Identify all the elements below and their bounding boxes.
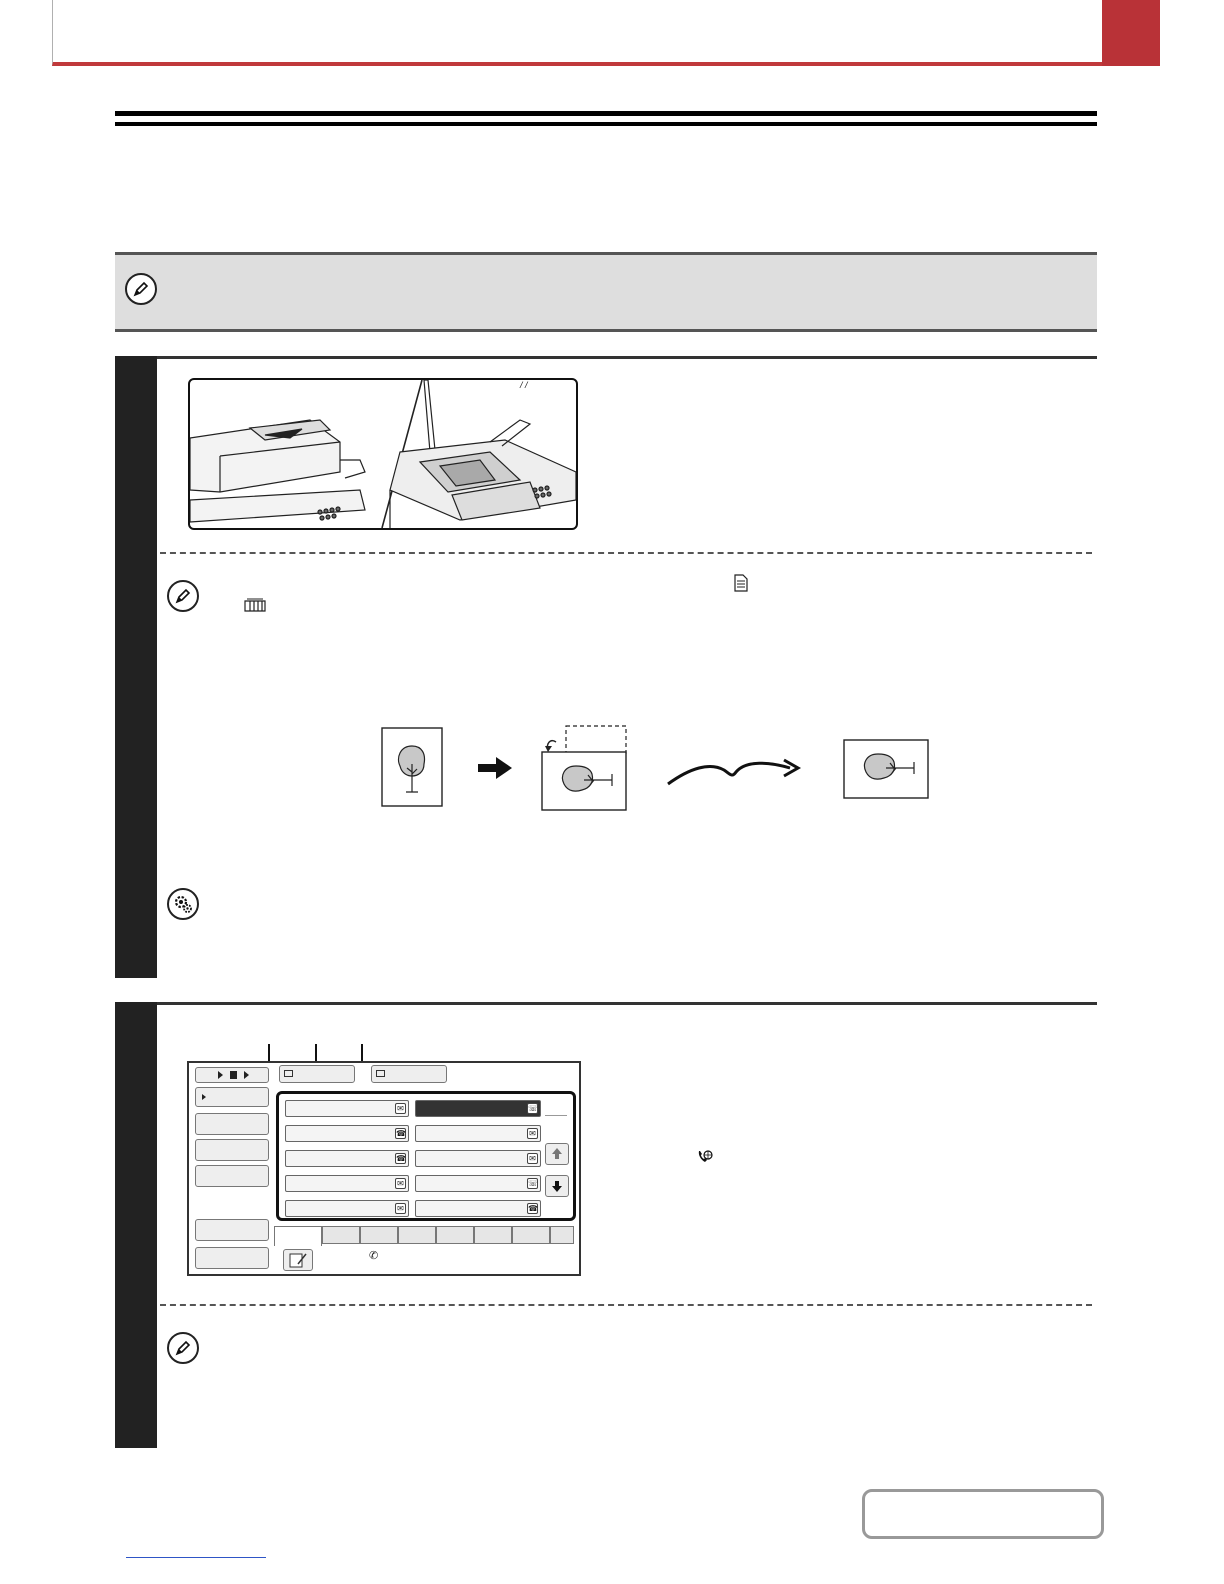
envelope-icon: ✉ [395, 1203, 406, 1214]
footer-link-underline[interactable] [126, 1557, 266, 1558]
address-entry[interactable] [285, 1150, 409, 1167]
index-tab[interactable] [512, 1226, 550, 1244]
system-settings-gear-icon [167, 888, 199, 920]
step-1-bar [115, 356, 157, 978]
address-entry[interactable] [415, 1175, 541, 1192]
address-entry-selected[interactable] [415, 1100, 541, 1117]
thick-arrow-right-icon [478, 757, 512, 779]
address-book-mode-button[interactable] [195, 1087, 269, 1107]
copier-illustration [188, 378, 578, 530]
address-entry[interactable] [285, 1200, 409, 1217]
pencil-note-icon [167, 1332, 199, 1364]
page-header [52, 0, 1160, 66]
side-button-4[interactable] [195, 1165, 269, 1187]
envelope-icon: ✉ [527, 1153, 538, 1164]
fax-tab-button[interactable] [371, 1065, 447, 1083]
index-tab[interactable] [474, 1226, 512, 1244]
arrow-up-icon [546, 1144, 568, 1164]
pencil-note-icon [167, 580, 199, 612]
envelope-icon [284, 1070, 293, 1077]
phone-globe-icon: ☏ [528, 1179, 539, 1188]
index-tab[interactable] [360, 1226, 398, 1244]
list-icon [376, 1070, 385, 1077]
step-1-top-rule [157, 356, 1097, 359]
rotated-tree-page-icon [542, 726, 626, 810]
email-tab-button[interactable] [279, 1065, 355, 1083]
address-entry[interactable] [415, 1200, 541, 1217]
arrow-down-icon [546, 1176, 568, 1196]
envelope-icon: ✉ [395, 1178, 406, 1189]
address-grid [276, 1091, 576, 1221]
note-box [115, 252, 1097, 332]
side-button-2[interactable] [195, 1113, 269, 1135]
address-entry[interactable] [415, 1125, 541, 1142]
received-landscape-tree-page-icon [844, 740, 928, 798]
phone-icon: ☎ [396, 1154, 406, 1163]
title-rule-bottom [115, 122, 1097, 126]
step-1-divider [160, 552, 1092, 554]
address-entry[interactable] [285, 1100, 409, 1117]
rotation-diagram [380, 724, 940, 814]
phone-globe-icon: ☏ [528, 1104, 539, 1113]
index-tab[interactable] [436, 1226, 474, 1244]
edit-button[interactable] [283, 1249, 313, 1271]
playback-button[interactable] [195, 1067, 269, 1083]
index-tab[interactable] [550, 1226, 574, 1244]
step-2-bar [115, 1002, 157, 1448]
phone-globe-icon [696, 1148, 714, 1166]
index-tab[interactable] [322, 1226, 360, 1244]
transmission-squiggle-arrow-icon [668, 760, 798, 784]
address-entry[interactable] [415, 1150, 541, 1167]
envelope-icon: ✉ [527, 1128, 538, 1139]
title-rule-top [115, 111, 1097, 116]
document-icon [734, 574, 748, 592]
portrait-tree-page-icon [382, 728, 442, 806]
step-2-top-rule [157, 1002, 1097, 1005]
index-tab-active[interactable] [274, 1226, 322, 1246]
pencil-note-icon [125, 273, 157, 305]
side-button-5[interactable] [195, 1219, 269, 1241]
index-tab[interactable] [398, 1226, 436, 1244]
scroll-down-button[interactable] [545, 1175, 569, 1197]
side-button-6[interactable] [195, 1247, 269, 1269]
envelope-icon: ✉ [395, 1103, 406, 1114]
edit-pencil-icon [284, 1250, 312, 1270]
illustration-label: / / [520, 380, 528, 390]
phone-icon: ☎ [396, 1129, 406, 1138]
contents-button[interactable] [862, 1489, 1104, 1539]
side-button-3[interactable] [195, 1139, 269, 1161]
phone-small-icon: ✆ [369, 1250, 379, 1262]
step-2-divider [160, 1304, 1092, 1306]
address-entry[interactable] [285, 1175, 409, 1192]
address-entry[interactable] [285, 1125, 409, 1142]
chapter-tab [1102, 0, 1160, 66]
tray-icon [244, 598, 266, 612]
page-indicator-line [545, 1115, 567, 1116]
scroll-up-button[interactable] [545, 1143, 569, 1165]
phone-icon: ☎ [528, 1204, 538, 1213]
